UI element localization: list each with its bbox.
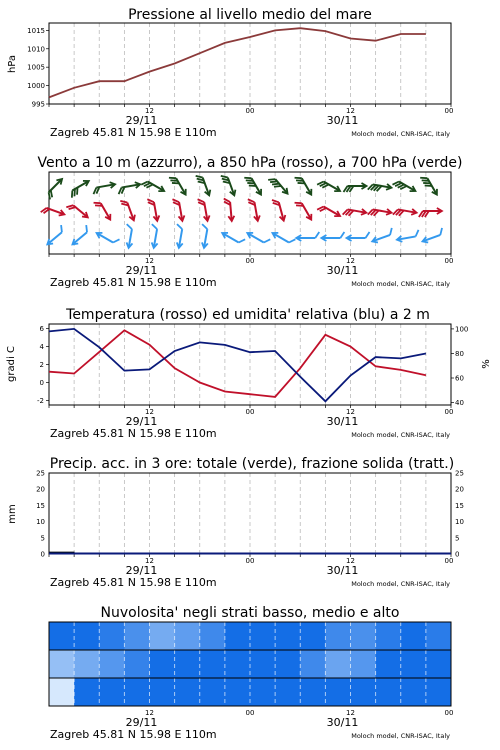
- wind-barb: [44, 177, 67, 200]
- cloud-cell: [250, 678, 276, 706]
- y-tick-label: 6: [39, 325, 44, 333]
- chart-title: Nuvolosita' negli strati basso, medio e alto: [100, 605, 400, 621]
- plot-frame: [49, 473, 451, 554]
- wind-barb: [69, 225, 92, 247]
- time-tick-label: 00: [444, 257, 454, 265]
- wind-barb: [95, 228, 119, 247]
- time-tick-label: 00: [245, 257, 255, 265]
- y-axis-label: hPa: [7, 54, 18, 74]
- model-credit: Moloch model, CNR-ISAC, Italy: [351, 431, 450, 439]
- time-tick-label: 12: [145, 557, 154, 565]
- cloud-cell: [99, 622, 125, 650]
- cloud-cell: [426, 678, 452, 706]
- date-label: 29/11: [125, 264, 158, 277]
- time-tick-label: 00: [245, 557, 255, 565]
- cloud-cell: [150, 678, 176, 706]
- date-label: 30/11: [326, 415, 359, 428]
- model-credit: Moloch model, CNR-ISAC, Italy: [351, 732, 450, 740]
- cloud-cell: [225, 622, 251, 650]
- chart-title: Precip. acc. in 3 ore: totale (verde), frazione solida (tratt.): [49, 456, 455, 472]
- cloud-cell: [150, 650, 176, 678]
- cloud-cell: [376, 650, 402, 678]
- cloud-cell: [351, 622, 377, 650]
- cloud-cell: [175, 678, 201, 706]
- cloud-cell: [401, 650, 427, 678]
- plot-frame: [49, 23, 451, 104]
- wind-barb: [317, 202, 341, 221]
- cloud-cell: [124, 678, 150, 706]
- time-tick-label: 12: [145, 257, 154, 265]
- barb-shaft: [248, 234, 264, 243]
- y-tick-label: 4: [39, 343, 44, 351]
- cloud-cell: [200, 678, 226, 706]
- y-axis-label: gradi C: [6, 346, 17, 382]
- wind-barb: [343, 206, 367, 219]
- wind-barb: [370, 228, 395, 244]
- cloud-cell: [300, 622, 326, 650]
- wind-barb: [419, 208, 442, 217]
- pressure-line: [49, 28, 426, 97]
- time-tick-label: 12: [346, 107, 355, 115]
- barb-shaft: [97, 234, 113, 243]
- cloud-cell: [74, 650, 100, 678]
- wind-barb: [420, 228, 445, 244]
- date-label: 29/11: [125, 716, 158, 729]
- chart-title: Vento a 10 m (azzurro), a 850 hPa (rosso), a 700 hPa (verde): [37, 155, 463, 171]
- wind-barb: [169, 173, 188, 197]
- y-right-tick-label: 60: [455, 374, 464, 383]
- wind-barb: [94, 198, 113, 222]
- wind-barb: [347, 232, 370, 241]
- wind-barb: [120, 198, 136, 223]
- wind-barb: [221, 173, 237, 198]
- barb-feather: [83, 225, 90, 232]
- y-tick-label: 1005: [27, 63, 45, 72]
- time-tick-label: 12: [145, 107, 154, 115]
- y-right-tick-label: 20: [455, 485, 464, 494]
- y-tick-label: 0: [39, 379, 44, 387]
- cloud-cell: [426, 650, 452, 678]
- cloud-cell: [74, 678, 100, 706]
- time-tick-label: 00: [444, 709, 454, 717]
- barb-shaft: [73, 232, 87, 244]
- barb-feather: [438, 228, 444, 235]
- time-tick-label: 00: [444, 107, 454, 115]
- wind-barb: [271, 228, 295, 247]
- wind-barb: [392, 177, 416, 196]
- location-label: Zagreb 45.81 N 15.98 E 110m: [50, 126, 217, 139]
- y-tick-label: 1015: [27, 26, 45, 35]
- date-label: 30/11: [326, 264, 359, 277]
- cloud-cell: [376, 622, 402, 650]
- cloud-cell: [124, 622, 150, 650]
- cloud-cell: [124, 650, 150, 678]
- y-axis-label-right: %: [481, 359, 492, 369]
- time-tick-label: 12: [346, 257, 355, 265]
- wind-barb: [393, 206, 417, 219]
- barb-feather: [151, 224, 158, 229]
- time-tick-label: 00: [245, 107, 255, 115]
- wind-barb: [92, 181, 116, 194]
- cloud-cell: [250, 622, 276, 650]
- cloud-cell: [250, 650, 276, 678]
- y-tick-label: 25: [36, 469, 45, 478]
- cloud-cell: [175, 622, 201, 650]
- wind-barb: [43, 225, 66, 247]
- y-right-tick-label: 15: [455, 501, 464, 510]
- cloud-cell: [74, 622, 100, 650]
- cloud-cell: [200, 622, 226, 650]
- barb-feather: [415, 230, 420, 237]
- y-tick-label: 20: [36, 485, 45, 494]
- y-right-tick-label: 100: [455, 325, 469, 334]
- barb-feather: [113, 237, 119, 244]
- y-tick-label: 1010: [27, 45, 45, 54]
- model-credit: Moloch model, CNR-ISAC, Italy: [351, 280, 450, 288]
- barb-feather: [264, 237, 270, 244]
- wind-barb: [368, 181, 392, 194]
- time-tick-label: 12: [145, 408, 154, 416]
- barb-feather: [289, 237, 295, 244]
- wind-barb: [196, 173, 212, 198]
- barb-feather: [126, 224, 133, 229]
- wind-barb: [396, 230, 420, 243]
- y-right-tick-label: 10: [455, 518, 464, 527]
- cloud-cell: [225, 650, 251, 678]
- cloud-cell: [300, 678, 326, 706]
- cloud-cell: [351, 678, 377, 706]
- cloud-cell: [275, 622, 301, 650]
- location-label: Zagreb 45.81 N 15.98 E 110m: [50, 427, 217, 440]
- barb-shaft: [273, 234, 289, 243]
- cloud-cell: [225, 678, 251, 706]
- plot-frame: [49, 324, 451, 405]
- barb-feather: [340, 232, 344, 238]
- cloud-cell: [200, 650, 226, 678]
- barb-feather: [58, 225, 65, 232]
- wind-barb: [295, 198, 314, 222]
- cloud-cell: [401, 678, 427, 706]
- cloud-cell: [175, 650, 201, 678]
- cloud-cell: [426, 622, 452, 650]
- cloud-cell: [325, 622, 351, 650]
- barb-shaft: [48, 232, 62, 244]
- wind-barb: [272, 198, 287, 223]
- wind-barb: [141, 177, 165, 196]
- barb-feather: [176, 224, 183, 229]
- location-label: Zagreb 45.81 N 15.98 E 110m: [50, 728, 217, 741]
- time-tick-label: 00: [444, 557, 454, 565]
- y-tick-label: 5: [40, 534, 45, 543]
- barb-feather: [388, 228, 394, 235]
- cloud-cell: [49, 622, 75, 650]
- chart-title: Pressione al livello medio del mare: [128, 7, 372, 23]
- y-tick-label: 2: [39, 361, 44, 369]
- cloud-cell: [300, 650, 326, 678]
- humidity-line: [49, 329, 426, 401]
- y-tick-label: 1000: [27, 82, 45, 91]
- date-label: 29/11: [125, 415, 158, 428]
- y-right-tick-label: 80: [455, 349, 464, 358]
- wind-barb: [41, 204, 66, 220]
- cloud-cell: [99, 678, 125, 706]
- time-tick-label: 12: [346, 709, 355, 717]
- wind-barb: [344, 183, 367, 192]
- barb-feather: [239, 237, 245, 244]
- wind-barb: [296, 232, 319, 241]
- barb-feather: [366, 232, 370, 238]
- time-tick-label: 12: [346, 408, 355, 416]
- wind-barb: [224, 198, 235, 222]
- cloud-cell: [49, 678, 75, 706]
- cloud-cell: [49, 650, 75, 678]
- barb-shaft: [223, 234, 239, 243]
- wind-barb: [268, 174, 290, 197]
- wind-barb: [317, 177, 341, 196]
- date-label: 29/11: [125, 564, 158, 577]
- model-credit: Moloch model, CNR-ISAC, Italy: [351, 580, 450, 588]
- y-tick-label: 0: [40, 550, 45, 559]
- cloud-cell: [150, 622, 176, 650]
- cloud-cell: [351, 650, 377, 678]
- y-right-tick-label: 25: [455, 469, 464, 478]
- barb-feather: [315, 232, 319, 238]
- cloud-cell: [275, 678, 301, 706]
- y-right-tick-label: 0: [455, 550, 460, 559]
- date-label: 30/11: [326, 114, 359, 127]
- cloud-cell: [376, 678, 402, 706]
- time-tick-label: 00: [444, 408, 454, 416]
- y-axis-label: mm: [7, 504, 18, 524]
- wind-barb: [244, 173, 263, 197]
- y-tick-label: -2: [37, 397, 44, 405]
- y-tick-label: 15: [36, 501, 45, 510]
- cloud-cell: [401, 622, 427, 650]
- y-right-tick-label: 5: [455, 534, 460, 543]
- cloud-cell: [325, 678, 351, 706]
- date-label: 29/11: [125, 114, 158, 127]
- barb-feather: [201, 224, 208, 229]
- time-tick-label: 00: [245, 408, 255, 416]
- wind-barb: [295, 173, 314, 197]
- y-tick-label: 995: [31, 100, 45, 109]
- chart-title: Temperatura (rosso) ed umidita' relativa (blu) a 2 m: [66, 307, 430, 323]
- time-tick-label: 12: [145, 709, 154, 717]
- cloud-cell: [275, 650, 301, 678]
- wind-barb: [221, 228, 245, 247]
- time-tick-label: 00: [245, 709, 255, 717]
- wind-barb: [321, 232, 344, 241]
- time-tick-label: 12: [346, 557, 355, 565]
- date-label: 30/11: [326, 716, 359, 729]
- wind-barb: [67, 178, 91, 197]
- cloud-cell: [99, 650, 125, 678]
- location-label: Zagreb 45.81 N 15.98 E 110m: [50, 276, 217, 289]
- cloud-cell: [325, 650, 351, 678]
- temperature-line: [49, 330, 426, 397]
- model-credit: Moloch model, CNR-ISAC, Italy: [351, 130, 450, 138]
- wind-barb: [66, 200, 89, 222]
- wind-barb: [420, 173, 439, 197]
- wind-barb: [246, 228, 270, 247]
- y-tick-label: 10: [36, 518, 45, 527]
- y-right-tick-label: 40: [455, 399, 464, 408]
- date-label: 30/11: [326, 564, 359, 577]
- wind-barb: [368, 206, 392, 219]
- location-label: Zagreb 45.81 N 15.98 E 110m: [50, 576, 217, 589]
- wind-barb: [117, 181, 141, 194]
